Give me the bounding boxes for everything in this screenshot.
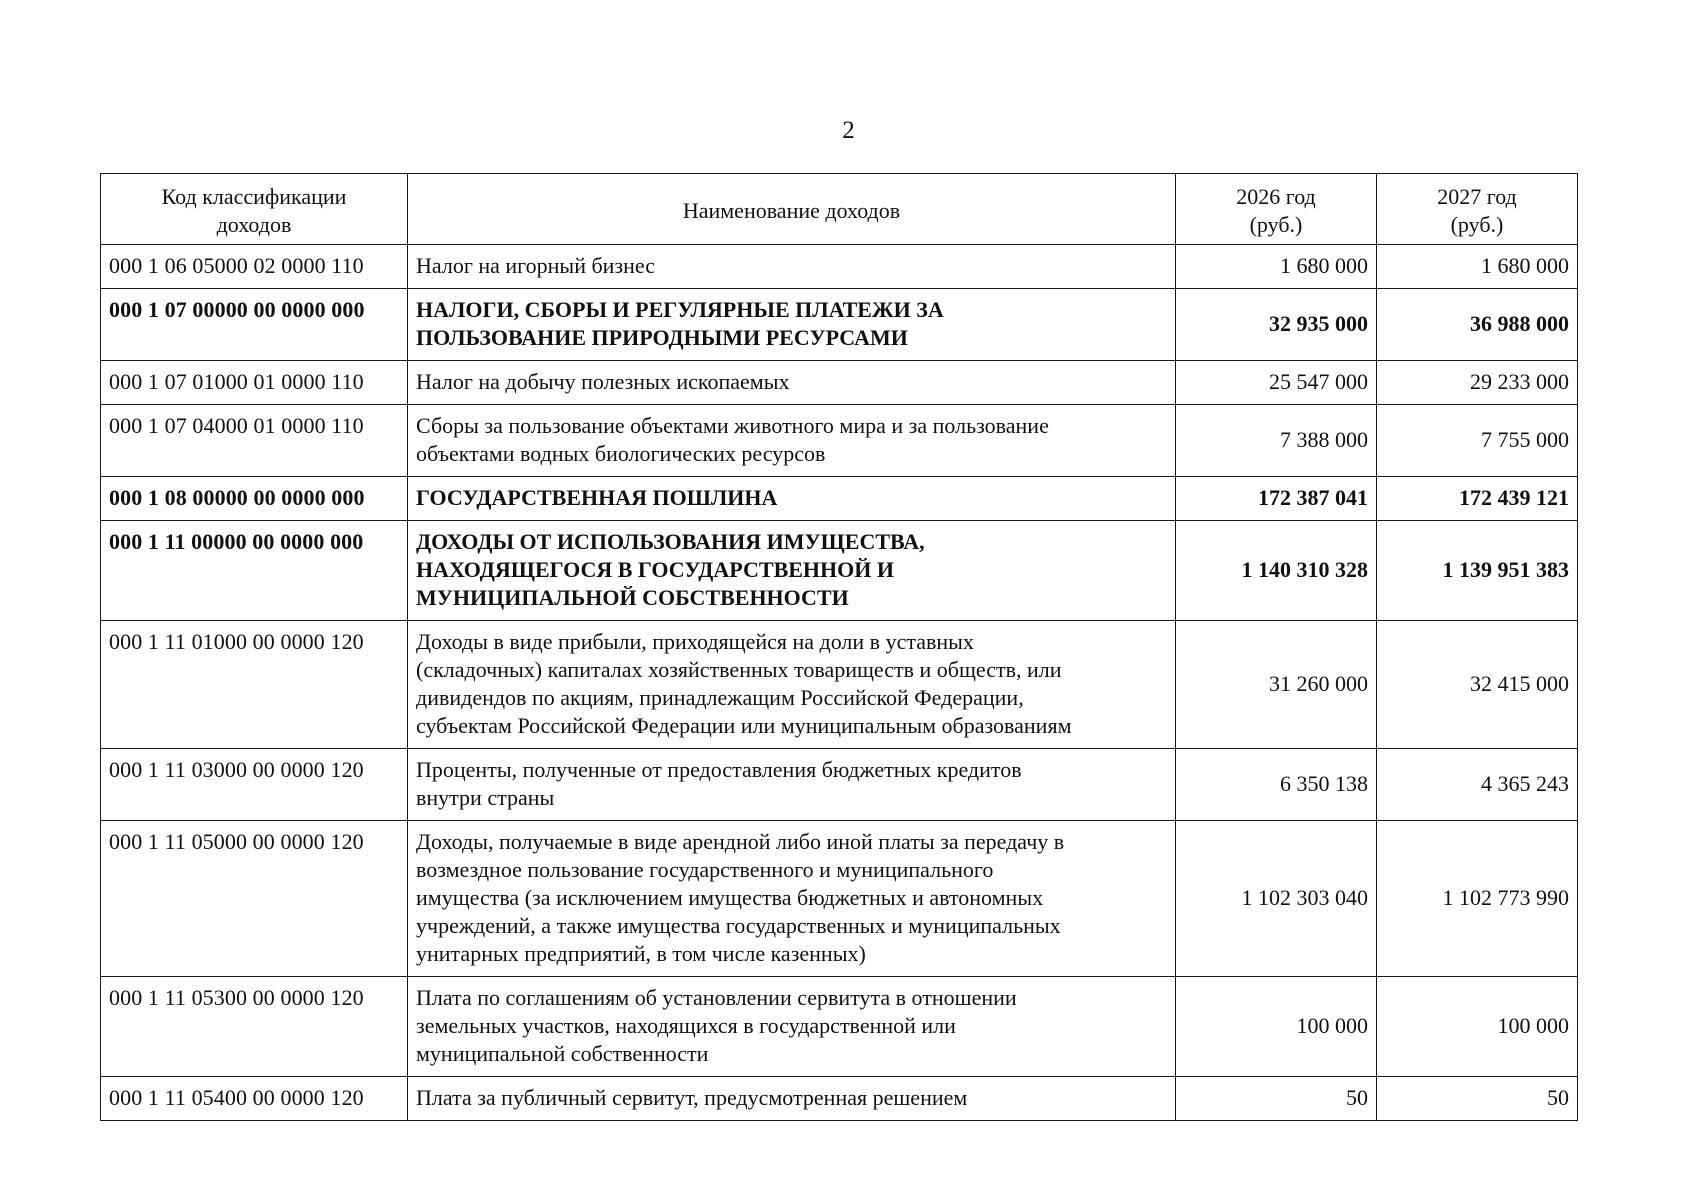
row-name: ДОХОДЫ ОТ ИСПОЛЬЗОВАНИЯ ИМУЩЕСТВА, НАХОДЯЩЕГОСЯ В ГОСУДАРСТВЕННОЙ И МУНИЦИПАЛЬНОЙ СОБСТВЕННОСТИ	[408, 521, 1176, 621]
table-row-section	[101, 521, 1578, 621]
row-code: 000 1 07 00000 00 0000 000	[101, 289, 408, 361]
header-year-2026	[1176, 174, 1377, 245]
row-name: НАЛОГИ, СБОРЫ И РЕГУЛЯРНЫЕ ПЛАТЕЖИ ЗА ПОЛЬЗОВАНИЕ ПРИРОДНЫМИ РЕСУРСАМИ	[408, 289, 1176, 361]
row-value-2027: 1 139 951 383	[1377, 521, 1578, 621]
table-row	[101, 821, 1578, 977]
table-row-section	[101, 289, 1578, 361]
row-value-2027: 29 233 000	[1377, 361, 1578, 405]
row-code: 000 1 11 03000 00 0000 120	[101, 749, 408, 821]
row-value-2026: 1 680 000	[1176, 245, 1377, 289]
row-value-2026: 6 350 138	[1176, 749, 1377, 821]
row-name: Проценты, полученные от предоставления бюджетных кредитов внутри страны	[408, 749, 1176, 821]
row-code: 000 1 11 05300 00 0000 120	[101, 977, 408, 1077]
revenue-table	[100, 173, 1578, 1121]
row-value-2027: 172 439 121	[1377, 477, 1578, 521]
row-value-2026: 1 140 310 328	[1176, 521, 1377, 621]
row-code: 000 1 07 04000 01 0000 110	[101, 405, 408, 477]
row-value-2026: 32 935 000	[1176, 289, 1377, 361]
row-value-2027: 1 680 000	[1377, 245, 1578, 289]
header-name	[408, 174, 1176, 245]
row-value-2027: 4 365 243	[1377, 749, 1578, 821]
table-row	[101, 1077, 1578, 1121]
row-value-2026: 50	[1176, 1077, 1377, 1121]
table-row	[101, 749, 1578, 821]
table-row-section	[101, 477, 1578, 521]
row-value-2027: 50	[1377, 1077, 1578, 1121]
row-name: Доходы, получаемые в виде арендной либо иной платы за передачу в возмездное пользование государственного и муниципального имущества (за исключением имущества бюджетных и автономных учреждений, а также имущества государственных и муниципальных унитарных предприятий, в том числе казенных)	[408, 821, 1176, 977]
table-header-row	[101, 174, 1578, 245]
row-name: Плата за публичный сервитут, предусмотренная решением	[408, 1077, 1176, 1121]
table-row	[101, 405, 1578, 477]
row-name: ГОСУДАРСТВЕННАЯ ПОШЛИНА	[408, 477, 1176, 521]
row-value-2026: 100 000	[1176, 977, 1377, 1077]
row-code: 000 1 11 05000 00 0000 120	[101, 821, 408, 977]
row-code: 000 1 08 00000 00 0000 000	[101, 477, 408, 521]
row-name: Налог на игорный бизнес	[408, 245, 1176, 289]
header-year-2026-label: 2026 год (руб.)	[1236, 184, 1316, 237]
row-value-2026: 172 387 041	[1176, 477, 1377, 521]
row-code: 000 1 11 05400 00 0000 120	[101, 1077, 408, 1121]
row-name: Налог на добычу полезных ископаемых	[408, 361, 1176, 405]
row-value-2026: 7 388 000	[1176, 405, 1377, 477]
row-value-2027: 36 988 000	[1377, 289, 1578, 361]
table-row	[101, 977, 1578, 1077]
page-number: 2	[842, 117, 855, 144]
header-name-label: Наименование доходов	[682, 198, 901, 223]
row-code: 000 1 11 00000 00 0000 000	[101, 521, 408, 621]
row-value-2027: 7 755 000	[1377, 405, 1578, 477]
table-row	[101, 361, 1578, 405]
row-value-2026: 31 260 000	[1176, 621, 1377, 749]
header-year-2027-label: 2027 год (руб.)	[1437, 184, 1517, 237]
row-value-2027: 32 415 000	[1377, 621, 1578, 749]
header-code	[101, 174, 408, 245]
row-name: Доходы в виде прибыли, приходящейся на доли в уставных (складочных) капиталах хозяйственных товариществ и обществ, или дивидендов по акциям, принадлежащим Российской Федерации, субъектам Российской Федерации или муниципальным образованиям	[408, 621, 1176, 749]
table-row	[101, 245, 1578, 289]
row-value-2027: 100 000	[1377, 977, 1578, 1077]
header-year-2027	[1377, 174, 1578, 245]
row-value-2027: 1 102 773 990	[1377, 821, 1578, 977]
row-value-2026: 25 547 000	[1176, 361, 1377, 405]
row-name: Сборы за пользование объектами животного мира и за пользование объектами водных биологических ресурсов	[408, 405, 1176, 477]
header-code-label: Код классификации доходов	[161, 184, 347, 237]
row-code: 000 1 11 01000 00 0000 120	[101, 621, 408, 749]
row-name: Плата по соглашениям об установлении сервитута в отношении земельных участков, находящихся в государственной или муниципальной собственности	[408, 977, 1176, 1077]
row-value-2026: 1 102 303 040	[1176, 821, 1377, 977]
row-code: 000 1 07 01000 01 0000 110	[101, 361, 408, 405]
row-code: 000 1 06 05000 02 0000 110	[101, 245, 408, 289]
table-row	[101, 621, 1578, 749]
